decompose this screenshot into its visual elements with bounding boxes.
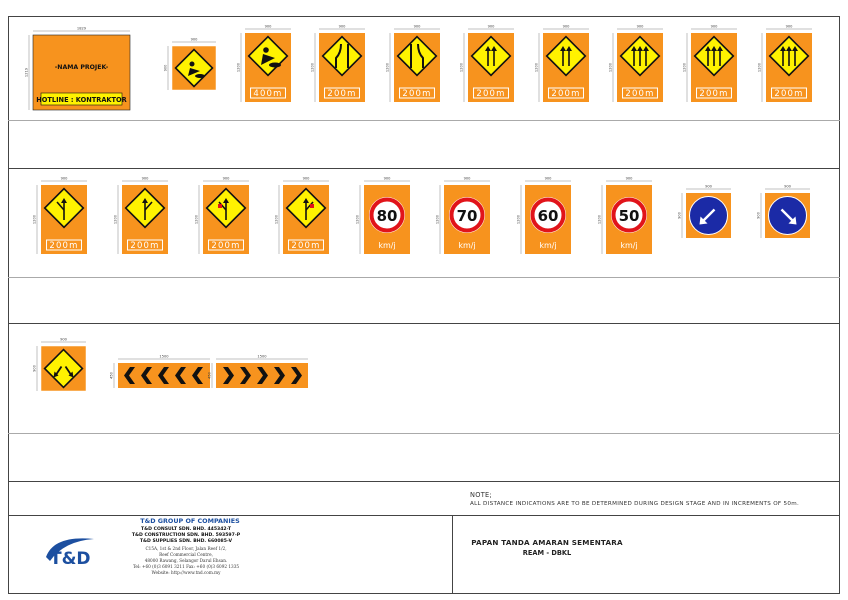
ts5b-dim-width: 900 — [710, 24, 718, 29]
ts5a-distance-text: 200m — [625, 89, 655, 99]
ts8b-dim-width: 900 — [463, 176, 471, 181]
ts3b-dim-height: 1200 — [385, 62, 390, 73]
ts8c-speed-value: 60 — [537, 207, 559, 225]
ts4b-distance-text: 200m — [551, 89, 581, 99]
ts8d-speed-value: 50 — [618, 207, 640, 225]
ts4a-dim-height: 1200 — [459, 62, 464, 73]
ts6a-sign — [41, 185, 87, 254]
ts8d-sign — [606, 185, 652, 254]
note-heading: NOTE; — [470, 491, 493, 499]
ts2b-worker-icon — [263, 47, 269, 53]
ts7b-dim-width: 900 — [302, 176, 310, 181]
ts6b-distance-text: 200m — [130, 241, 160, 251]
ts3b-distance-text: 200m — [402, 89, 432, 99]
ts5b-sign — [691, 33, 737, 102]
ts4b-dim-width: 900 — [562, 24, 570, 29]
company-line-2: T&D CONSTRUCTION SDN. BHD. 593597-P — [131, 533, 241, 538]
ts7a-dim-height: 1200 — [194, 214, 199, 225]
company-line-3: T&D SUPPLIES SDN. BHD. 660085-V — [139, 539, 233, 544]
ts2b-sign — [245, 33, 291, 102]
ts8c-dim-height: 1200 — [516, 214, 521, 225]
ts8a-dim-width: 900 — [383, 176, 391, 181]
ts10-dim-height: 900 — [32, 365, 37, 372]
ts10-dim-width: 900 — [60, 337, 67, 342]
ts7b-distance-text: 200m — [291, 241, 321, 251]
ts11a-dim-height: 450 — [109, 372, 114, 379]
address-line-2: Reef Commercial Centre, — [159, 552, 213, 557]
ts4b-sign — [543, 33, 589, 102]
ts1a-sign — [33, 35, 130, 110]
ts8a-sign — [364, 185, 410, 254]
address-line-5: Website: http://www.tnd.com.my — [151, 570, 221, 575]
ts5a-dim-width: 900 — [636, 24, 644, 29]
ts8d-speed-unit: km/j — [620, 241, 638, 250]
ts9a-dim-width: 900 — [705, 184, 712, 189]
ts6b-dim-height: 1200 — [113, 214, 118, 225]
ts8b-speed-value: 70 — [456, 207, 478, 225]
ts6a-dim-width: 900 — [60, 176, 68, 181]
ts2a-dim-height: 900 — [163, 64, 168, 72]
drawing-title: PAPAN TANDA AMARAN SEMENTARA — [471, 538, 623, 547]
ts3a-distance-text: 200m — [327, 89, 357, 99]
ts8c-dim-width: 900 — [544, 176, 552, 181]
ts8d-dim-height: 1200 — [597, 214, 602, 225]
ts9b-dim-height: 900 — [756, 212, 761, 219]
company-logo — [44, 531, 96, 571]
address-line-1: C15A, 1st & 2nd Floor, Jalan Reef 1/2, — [145, 546, 227, 551]
ts5a-sign — [617, 33, 663, 102]
ts11b-dim-height: 450 — [207, 372, 212, 379]
ts8c-sign — [525, 185, 571, 254]
ts2b-distance-text: 400m — [253, 89, 283, 99]
ts7a-distance-text: 200m — [211, 241, 241, 251]
ts8b-dim-height: 1200 — [435, 214, 440, 225]
ts8d-dim-width: 900 — [625, 176, 633, 181]
ts5c-distance-text: 200m — [774, 89, 804, 99]
ts9a-dim-height: 900 — [677, 212, 682, 219]
address-line-4: Tel: +60 (0)3 6091 3211 Fax: +60 (0)3 6092 1335 — [132, 564, 240, 569]
ts5c-dim-width: 900 — [785, 24, 793, 29]
ts3a-dim-height: 1200 — [310, 62, 315, 73]
ts10-sign — [41, 346, 86, 391]
ts1a-hotline-text: HOTLINE : KONTRAKTOR — [36, 96, 127, 104]
ts1a-project-name: -NAMA PROJEK- — [54, 64, 109, 71]
ts2b-dirt-pile — [269, 63, 281, 68]
ts8a-speed-unit: km/j — [378, 241, 396, 250]
ts9b-dim-width: 900 — [784, 184, 791, 189]
ts7a-closure-marker — [218, 204, 222, 208]
ts4b-dim-height: 1200 — [534, 62, 539, 73]
ts7b-sign — [283, 185, 329, 254]
ts3b-sign — [394, 33, 440, 102]
ts2a-sign — [172, 46, 216, 90]
address-line-3: 48000 Rawang, Selangor Darul Ehsan. — [144, 558, 228, 563]
ts8a-speed-value: 80 — [376, 207, 398, 225]
ts8b-speed-unit: km/j — [458, 241, 476, 250]
ts5b-distance-text: 200m — [699, 89, 729, 99]
ts3a-dim-width: 900 — [338, 24, 346, 29]
ts6a-dim-height: 1200 — [32, 214, 37, 225]
ts8a-dim-height: 1200 — [355, 214, 360, 225]
ts5c-dim-height: 1200 — [757, 62, 762, 73]
ts11b-dim-width: 1500 — [257, 354, 267, 359]
ts2b-dim-height: 1200 — [236, 62, 241, 73]
ts5b-dim-height: 1200 — [682, 62, 687, 73]
ts5c-sign — [766, 33, 812, 102]
ts4a-distance-text: 200m — [476, 89, 506, 99]
ts3b-dim-width: 900 — [413, 24, 421, 29]
ts7a-sign — [203, 185, 249, 254]
drawing-subtitle: REAM - DBKL — [522, 549, 572, 557]
ts2a-worker-icon — [190, 62, 195, 67]
ts8b-sign — [444, 185, 490, 254]
ts5a-dim-height: 1200 — [608, 62, 613, 73]
ts9b-sign — [765, 193, 810, 238]
ts11a-dim-width: 1500 — [159, 354, 169, 359]
ts4a-dim-width: 900 — [487, 24, 495, 29]
ts7b-closure-marker — [310, 204, 314, 208]
ts7a-dim-width: 900 — [222, 176, 230, 181]
company-name: T&D GROUP OF COMPANIES — [140, 517, 240, 525]
ts11b-sign — [216, 363, 308, 388]
ts6a-distance-text: 200m — [49, 241, 79, 251]
logo-mark-icon — [44, 531, 96, 571]
ts11a-sign — [118, 363, 210, 388]
ts2a-dim-width: 900 — [190, 37, 198, 42]
ts1a-dim-width: 1829 — [76, 26, 87, 31]
ts2b-dim-width: 900 — [264, 24, 272, 29]
ts2a-dirt-pile — [195, 74, 205, 78]
ts3a-sign — [319, 33, 365, 102]
ts6b-sign — [122, 185, 168, 254]
company-line-1: T&D CONSULT SDN. BHD. 445342-T — [141, 527, 231, 532]
ts4a-sign — [468, 33, 514, 102]
ts6b-dim-width: 900 — [141, 176, 149, 181]
ts8c-speed-unit: km/j — [539, 241, 557, 250]
ts1a-dim-height: 1219 — [24, 67, 29, 78]
note-text: ALL DISTANCE INDICATIONS ARE TO BE DETERMINED DURING DESIGN STAGE AND IN INCREMENTS OF 50m. — [470, 501, 800, 507]
ts7b-dim-height: 1200 — [274, 214, 279, 225]
logo-text: T&D — [50, 549, 91, 569]
ts9a-sign — [686, 193, 731, 238]
